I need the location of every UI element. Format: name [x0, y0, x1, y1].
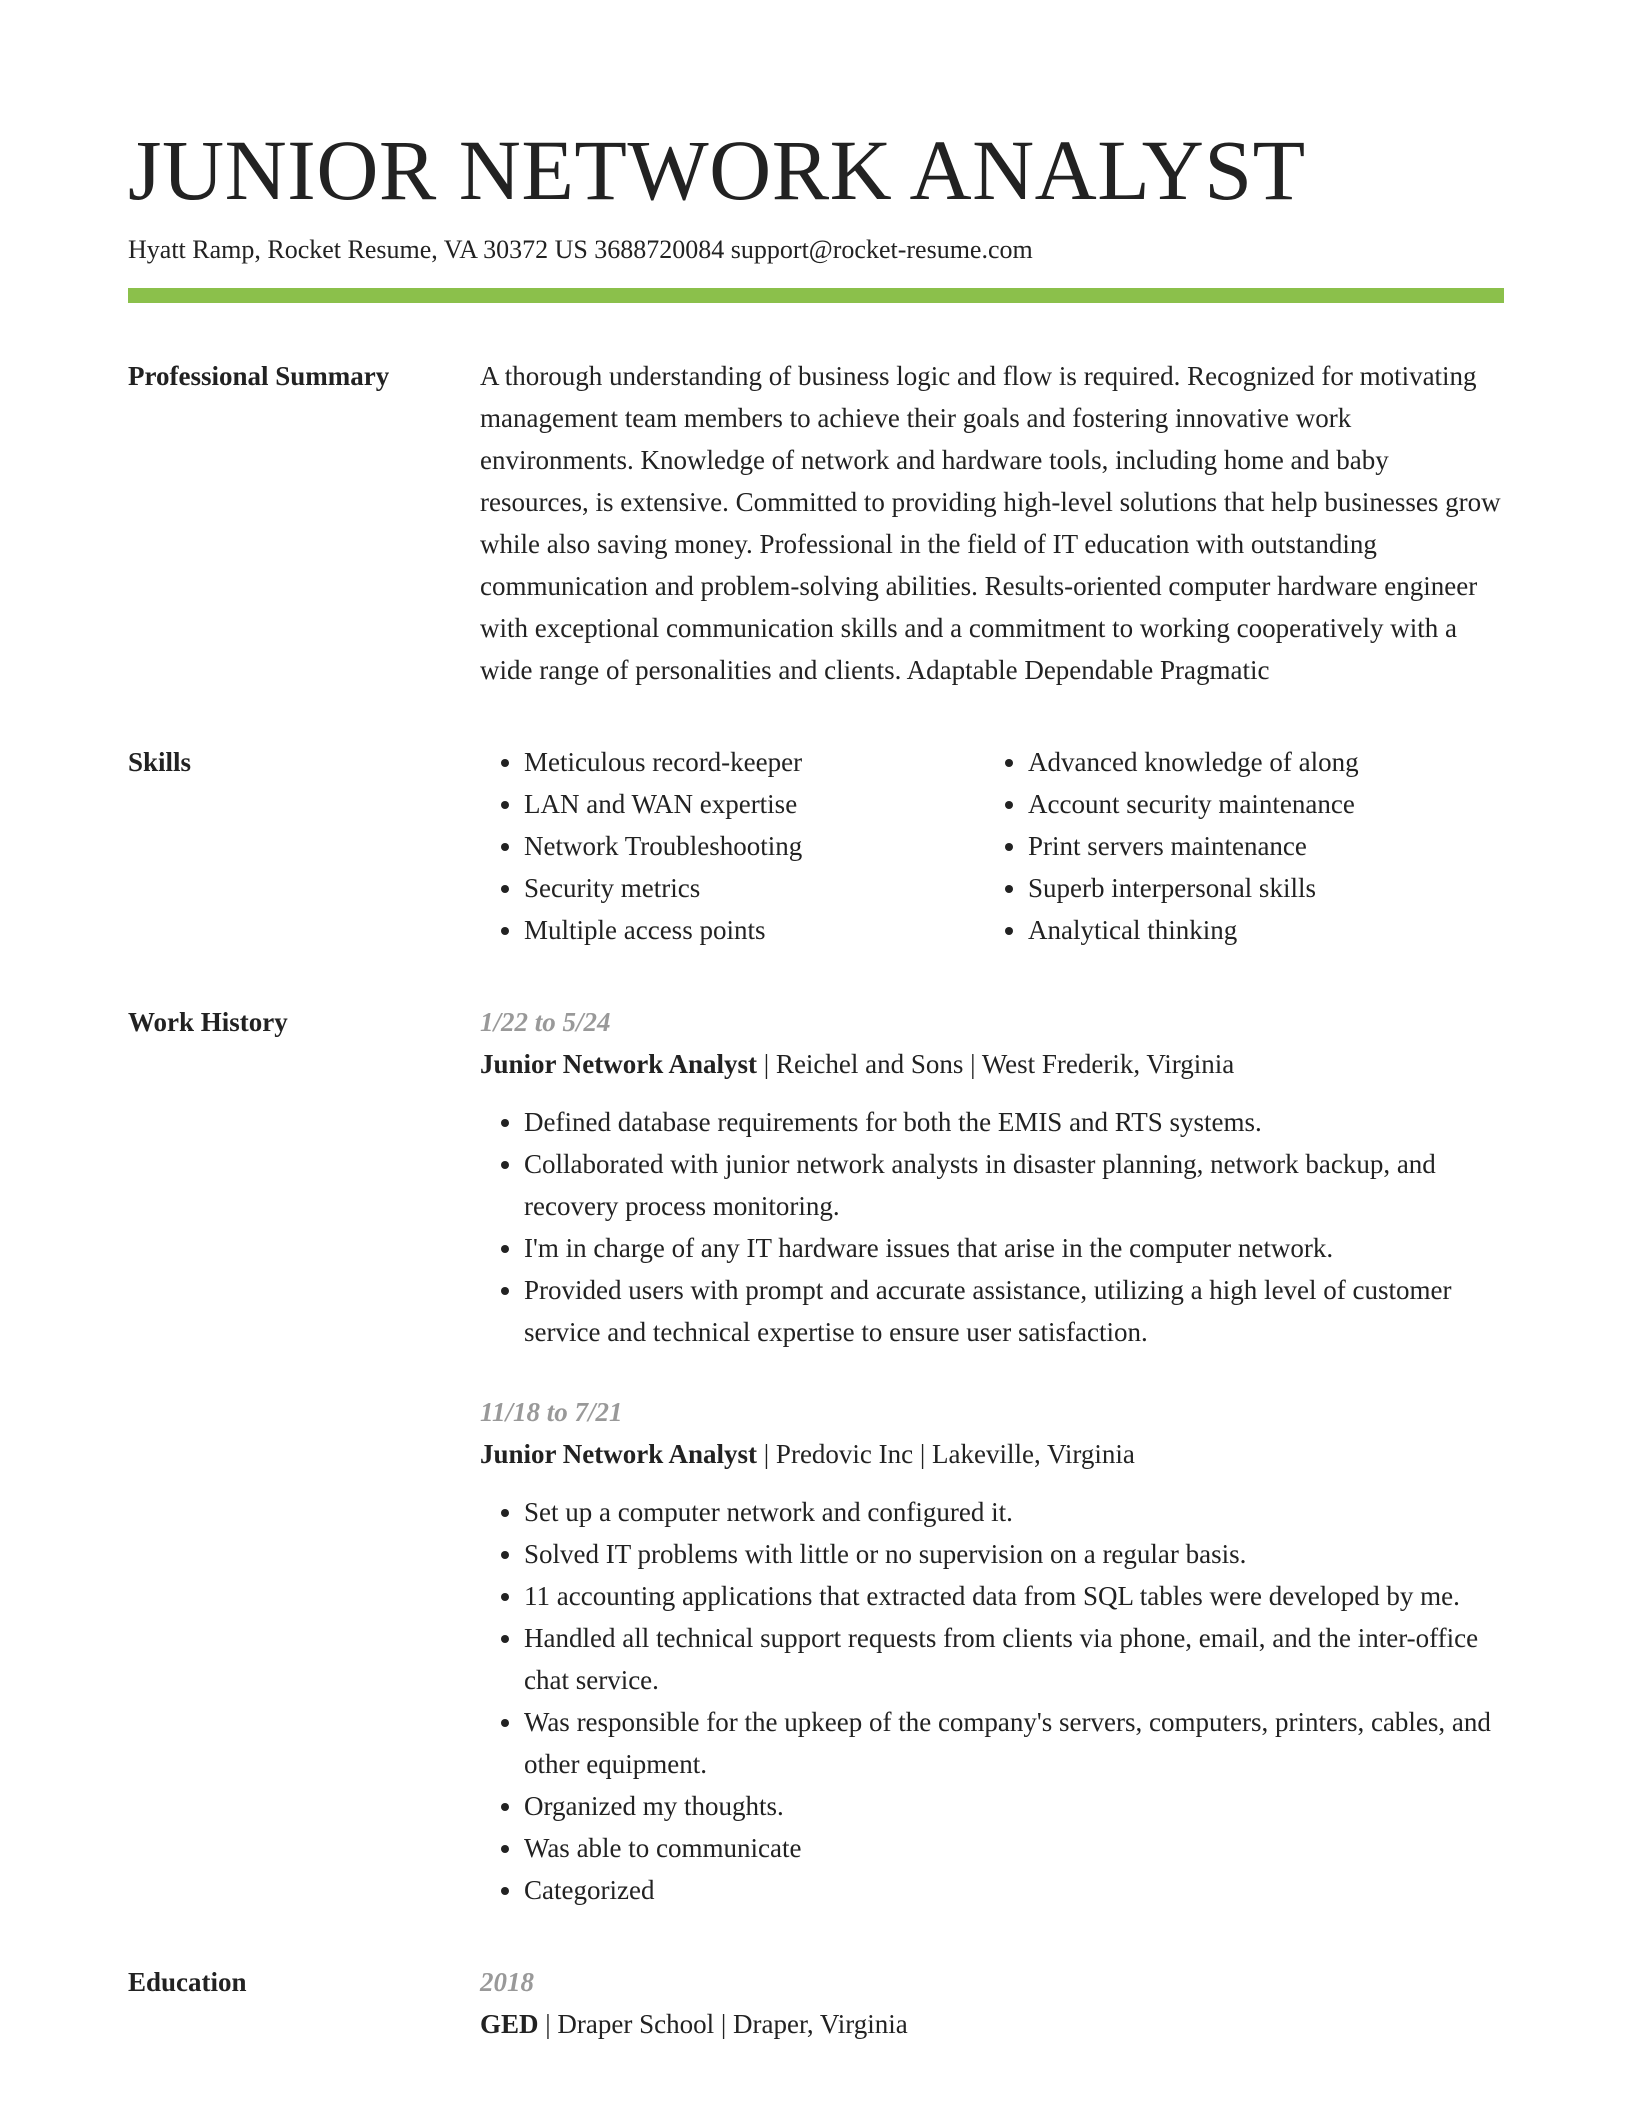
education-heading	[480, 2003, 1504, 2045]
education-section	[128, 1961, 1504, 2045]
skill-item: • Advanced knowledge of along	[1028, 741, 1488, 783]
resume-page	[128, 120, 1504, 2045]
education-body	[480, 1961, 1504, 2045]
summary-section	[128, 355, 1504, 691]
work-history-body	[480, 1001, 1504, 1911]
job-bullet: • Categorized	[524, 1869, 1504, 1911]
job-bullet: • 11 accounting applications that extracted data from SQL tables were developed by me.	[524, 1575, 1504, 1617]
skill-item: • Account security maintenance	[1028, 783, 1488, 825]
job-bullet: • I'm in charge of any IT hardware issues that arise in the computer network.	[524, 1227, 1504, 1269]
contact-line: Hyatt Ramp, Rocket Resume, VA 30372 US 3688720084 support@rocket-resume.com	[128, 235, 1033, 264]
skills-column-right	[984, 741, 1488, 951]
skill-item: • Network Troubleshooting	[524, 825, 984, 867]
skills-column-left	[480, 741, 984, 951]
summary-body	[480, 355, 1504, 691]
job-heading	[480, 1043, 1504, 1085]
job-bullets	[480, 1491, 1504, 1911]
skill-item: • Print servers maintenance	[1028, 825, 1488, 867]
skill-item: • Meticulous record-keeper	[524, 741, 984, 783]
job-bullet: • Organized my thoughts.	[524, 1785, 1504, 1827]
header-divider	[128, 288, 1504, 303]
job-heading	[480, 1433, 1504, 1475]
job-bullet: • Defined database requirements for both the EMIS and RTS systems.	[524, 1101, 1504, 1143]
job-bullet: • Set up a computer network and configured it.	[524, 1491, 1504, 1533]
resume-title: JUNIOR NETWORK ANALYST	[128, 122, 1306, 218]
section-label-skills: Skills	[128, 747, 192, 777]
work-history-section	[128, 1001, 1504, 1911]
section-label-education: Education	[128, 1967, 247, 1997]
job-entry	[480, 1391, 1504, 1911]
section-label-summary: Professional Summary	[128, 361, 390, 391]
job-bullets	[480, 1101, 1504, 1353]
job-bullet: • Was able to communicate	[524, 1827, 1504, 1869]
job-bullet: • Collaborated with junior network analysts in disaster planning, network backup, and recovery process monitoring.	[524, 1143, 1504, 1227]
skill-item: • Superb interpersonal skills	[1028, 867, 1488, 909]
skills-grid	[480, 741, 1504, 951]
job-entry	[480, 1001, 1504, 1353]
job-bullet: • Handled all technical support requests from clients via phone, email, and the inter-office chat service.	[524, 1617, 1504, 1701]
skill-item: • Security metrics	[524, 867, 984, 909]
job-employer-location: | Reichel and Sons | West Frederik, Virginia	[757, 1049, 1235, 1079]
job-bullet: • Provided users with prompt and accurate assistance, utilizing a high level of customer service and technical expertise to ensure user satisfaction.	[524, 1269, 1504, 1353]
job-title: Junior Network Analyst	[480, 1049, 758, 1079]
skill-item: • Multiple access points	[524, 909, 984, 951]
education-degree: GED	[480, 2009, 539, 2039]
skill-item: • LAN and WAN expertise	[524, 783, 984, 825]
section-label-work-history: Work History	[128, 1007, 288, 1037]
skills-section	[128, 741, 1504, 951]
job-dates: 11/18 to 7/21	[480, 1397, 623, 1427]
job-dates: 1/22 to 5/24	[480, 1007, 611, 1037]
job-title: Junior Network Analyst	[480, 1439, 758, 1469]
education-year: 2018	[480, 1967, 534, 1997]
job-bullet: • Solved IT problems with little or no supervision on a regular basis.	[524, 1533, 1504, 1575]
summary-text: A thorough understanding of business logic and flow is required. Recognized for motivating management team members to achieve their goals and fostering innovative work environments. Knowledge of network and hardware tools, including home and baby resources, is extensive. Committed to providing high-level solutions that help businesses grow while also saving money. Professional in the field of IT education with outstanding communication and problem-solving abilities. Results-oriented computer hardware engineer with exceptional communication skills and a commitment to working cooperatively with a wide range of personalities and clients. Adaptable Dependable Pragmatic	[480, 361, 1501, 685]
job-employer-location: | Predovic Inc | Lakeville, Virginia	[757, 1439, 1135, 1469]
education-school-location: | Draper School | Draper, Virginia	[538, 2009, 908, 2039]
skill-item: • Analytical thinking	[1028, 909, 1488, 951]
skills-body	[480, 741, 1504, 951]
job-bullet: • Was responsible for the upkeep of the company's servers, computers, printers, cables, and other equipment.	[524, 1701, 1504, 1785]
